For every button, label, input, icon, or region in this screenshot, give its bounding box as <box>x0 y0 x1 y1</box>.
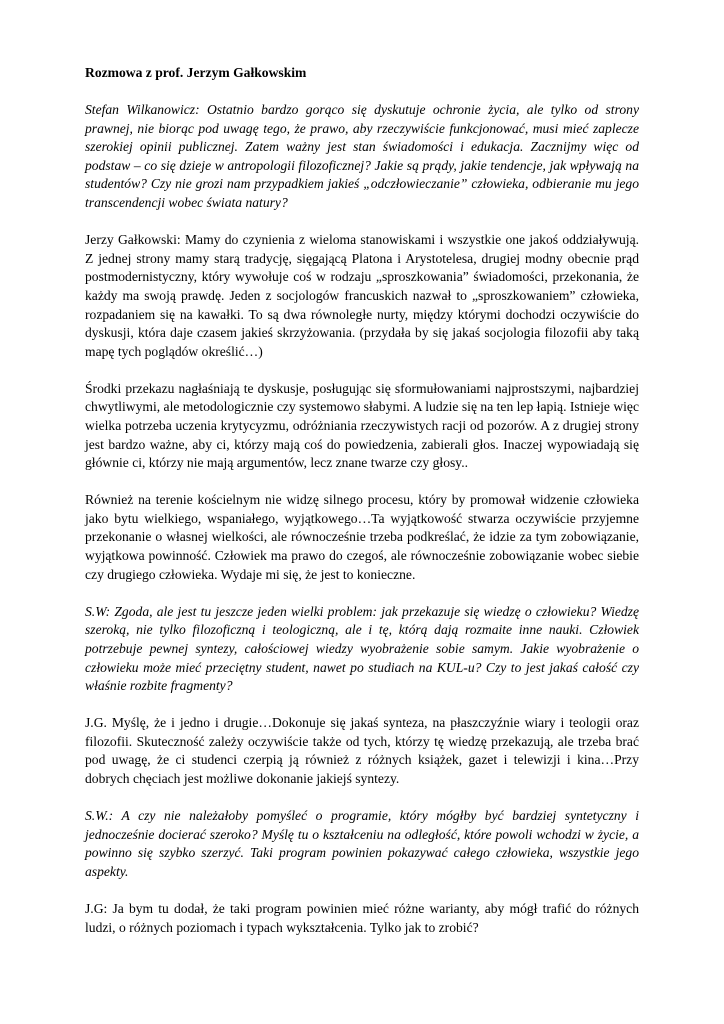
answer-paragraph: Również na terenie kościelnym nie widzę silnego procesu, który by promował widzenie człowieka jako bytu wielkiego, wspaniałego, wyjątkowego…Ta wyjątkowość stwarza oczywiście przyjemne przekonanie o własnej wielkości, ale równocześnie trzeba podkreślać, że idzie za tym zobowiązanie, wyjątkowa powinność. Człowiek ma prawo do czegoś, ale równocześnie zobowiązanie wobec siebie czy drugiego człowieka. Wydaje mi się, że jest to konieczne. <box>85 492 639 582</box>
answer-paragraph: J.G. Myślę, że i jedno i drugie…Dokonuje się jakaś synteza, na płaszczyźnie wiary i teologii oraz filozofii. Skuteczność zależy oczywiście także od tych, którzy tę wiedzę przekazują, ale trzeba brać pod uwagę, że ci studenci czerpią ją również z różnych książek, gazet i telewizji i kina…Przy dobrych chęciach jest możliwe dokonanie jakiejś syntezy. <box>85 715 639 786</box>
answer-paragraph: Środki przekazu nagłaśniają te dyskusje, posługując się sformułowaniami najprostszymi, najbardziej chwytliwymi, ale metodologicznie czy systemowo słabymi. A ludzie się na ten lep łapią. Istnieje więc wielka potrzeba uczenia krytycyzmu, odróżniania rzeczywistych racji od pozorów. A z drugiej strony jest bardzo ważne, aby ci, którzy mają coś do powiedzenia, zabierali głos. Inaczej wypowiadają się głównie ci, którzy nie mają argumentów, lecz znane twarze czy głosy.. <box>85 380 639 471</box>
question-paragraph: S.W: Zgoda, ale jest tu jeszcze jeden wielki problem: jak przekazuje się wiedzę o człowieku? Wiedzę szeroką, nie tylko filozoficzną i teologiczną, ale i tę, którą dają rozmaite inne nauki. Człowiek potrzebuje pewnej syntezy, całościowej wiedzy wyobrażenie sobie samym. Jakie wyobrażenie o człowieku może mieć przeciętny student, nawet po studiach na KUL-u? Czy to jest jakaś całość czy właśnie rozbite fragmenty? <box>85 603 639 694</box>
answer-paragraph: J.G: Ja bym tu dodał, że taki program powinien mieć różne warianty, aby mógł trafić do różnych ludzi, o różnych poziomach i typach wykształcenia. Tylko jak to zrobić? <box>85 900 639 935</box>
document-page <box>85 64 639 956</box>
answer-paragraph: Jerzy Gałkowski: Mamy do czynienia z wieloma stanowiskami i wszystkie one jakoś oddziaływują. Z jednej strony mamy starą tradycję, sięgającą Platona i Arystotelesa, drugiej modny obecnie prąd postmodernistyczny, który wywołuje coś w rodzaju „sproszkowania” świadomości, przekonania, że każdy ma swoją prawdę. Jeden z socjologów francuskich nazwał to „sproszkowaniem” człowieka, rozpadaniem się na kawałki. To są dwa równoległe nurty, między którymi dochodzi oczywiście do dyskusji, która daje czasem jakieś skrzyżowania. (przydała by się jakaś socjologia filozofii aby taką mapę tych poglądów określić…) <box>85 232 639 359</box>
question-paragraph: S.W.: A czy nie należałoby pomyśleć o programie, który mógłby być bardziej syntetyczny i jednocześnie docierać szeroko? Myślę tu o kształceniu na odległość, które powoli wchodzi w życie, a powinno się szybko szerzyć. Taki program powinien pokazywać całego człowieka, wszystkie jego aspekty. <box>85 808 639 879</box>
question-paragraph: Stefan Wilkanowicz: Ostatnio bardzo gorąco się dyskutuje ochronie życia, ale tylko od strony prawnej, nie biorąc pod uwagę tego, że prawo, aby rzeczywiście funkcjonować, musi mieć zaplecze szerokiej opinii publicznej. Zatem ważny jest stan świadomości i edukacja. Zacznijmy więc od podstaw – co się dzieje w antropologii filozoficznej? Jakie są prądy, jakie tendencje, jak wpływają na studentów? Czy nie grozi nam przypadkiem jakieś „odczłowieczanie” człowieka, odbieranie mu jego transcendencji wobec świata natury? <box>85 102 639 211</box>
document-title: Rozmowa z prof. Jerzym Gałkowskim <box>85 65 307 80</box>
